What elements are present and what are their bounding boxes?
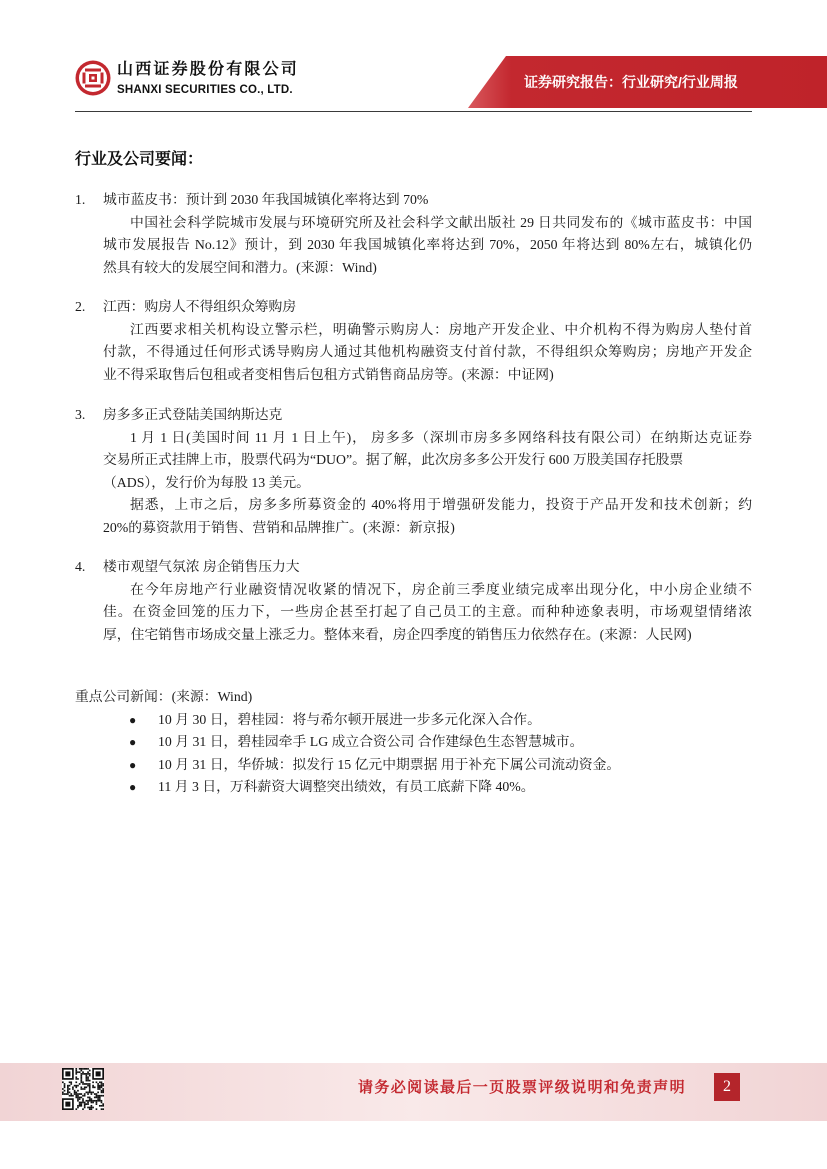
- company-news: [75, 686, 752, 799]
- list-item: [75, 776, 752, 799]
- company-name-cn: 山西证券股份有限公司: [117, 61, 300, 78]
- news-body-line: 城市发展报告 No.12》预计，到 2030 年我国城镇化率将达到 70%，2050 年将达到 80%左右，城镇化仍: [103, 237, 752, 252]
- list-item: [75, 754, 752, 777]
- list-item-text: 10 月 31 日，碧桂园牵手 LG 成立合资公司 合作建绿色生态智慧城市。: [158, 734, 584, 749]
- news-body-line: 据悉，上市之后，房多多所募资金的 40%将用于增强研发能力，投资于产品开发和技术创新；约: [130, 497, 752, 512]
- news-item: [75, 404, 752, 539]
- news-number: 3.: [75, 407, 86, 422]
- news-body-line: （ADS），发行价为每股 13 美元。: [103, 474, 310, 490]
- bullet-icon: ●: [129, 757, 137, 772]
- news-title: 城市蓝皮书：预计到 2030 年我国城镇化率将达到 70%: [103, 192, 429, 207]
- list-item: [75, 709, 752, 732]
- list-item: [75, 731, 752, 754]
- news-body-line: 业不得采取售后包租或者变相售后包租方式销售商品房等。(来源：中证网): [103, 366, 554, 382]
- news-number: 1.: [75, 192, 86, 207]
- bullet-icon: ●: [129, 712, 137, 727]
- header-divider: [75, 111, 752, 112]
- footer-disclaimer: 请务必阅读最后一页股票评级说明和免责声明: [357, 1080, 686, 1096]
- news-item: [75, 296, 752, 386]
- bullet-icon: ●: [129, 780, 137, 794]
- news-body-line: 20%的募资款用于销售、营销和品牌推广。(来源：新京报): [103, 519, 455, 535]
- list-item-text: 10 月 30 日，碧桂园：将与希尔顿开展进一步多元化深入合作。: [158, 711, 541, 727]
- news-number: 4.: [75, 559, 86, 574]
- list-item-text: 11 月 3 日，万科薪资大调整突出绩效，有员工底薪下降 40%。: [158, 779, 535, 794]
- report-type-label: 证券研究报告：行业研究/行业周报: [524, 74, 738, 90]
- news-title: 江西：购房人不得组织众筹购房: [103, 299, 297, 314]
- news-number: 2.: [75, 299, 86, 314]
- news-body-line: 在今年房地产行业融资情况收紧的情况下，房企前三季度业绩完成率出现分化，中小房企业绩不: [130, 581, 752, 597]
- company-name-en: SHANXI SECURITIES CO., LTD.: [117, 84, 293, 96]
- news-item: [75, 189, 752, 279]
- news-body-line: 1 月 1 日(美国时间 11 月 1 日上午)， 房多多（深圳市房多多网络科技有限公司）在纳斯达克证券: [130, 429, 752, 445]
- qr-code-icon: [62, 1068, 104, 1110]
- page-number: 2: [714, 1073, 740, 1101]
- news-body-line: 江西要求相关机构设立警示栏，明确警示购房人：房地产开发企业、中介机构不得为购房人垫付首: [130, 321, 752, 337]
- news-item: [75, 556, 752, 646]
- section-title: 行业及公司要闻：: [75, 151, 204, 168]
- bullet-icon: ●: [129, 735, 137, 749]
- news-body-line: 厚，住宅销售市场成交量上涨乏力。整体来看，房企四季度的销售压力依然存在。(来源：人民网): [103, 626, 692, 642]
- news-title: 楼市观望气氛浓 房企销售压力大: [103, 559, 300, 574]
- shanxi-securities-logo-icon: [74, 59, 112, 97]
- news-body-line: 交易所正式挂牌上市，股票代码为“DUO”。据了解，此次房多多公开发行 600 万股美国存托股票: [103, 452, 684, 467]
- news-body-line: 佳。在资金回笼的压力下，一些房企甚至打起了自己员工的主意。而种种迹象表明，市场观望情绪浓: [103, 604, 752, 619]
- company-news-title: 重点公司新闻：(来源：Wind): [75, 689, 253, 704]
- news-body-line: 中国社会科学院城市发展与环境研究所及社会科学文献出版社 29 日共同发布的《城市蓝皮书：中国: [130, 214, 752, 230]
- news-title: 房多多正式登陆美国纳斯达克: [103, 407, 283, 422]
- news-body-line: 付款，不得通过任何形式诱导购房人通过其他机构融资支付首付款，不得组织众筹购房；房地产开发企: [103, 344, 752, 359]
- news-body-line: 然具有较大的发展空间和潜力。(来源：Wind): [103, 259, 377, 275]
- list-item-text: 10 月 31 日，华侨城：拟发行 15 亿元中期票据 用于补充下属公司流动资金。: [158, 756, 621, 772]
